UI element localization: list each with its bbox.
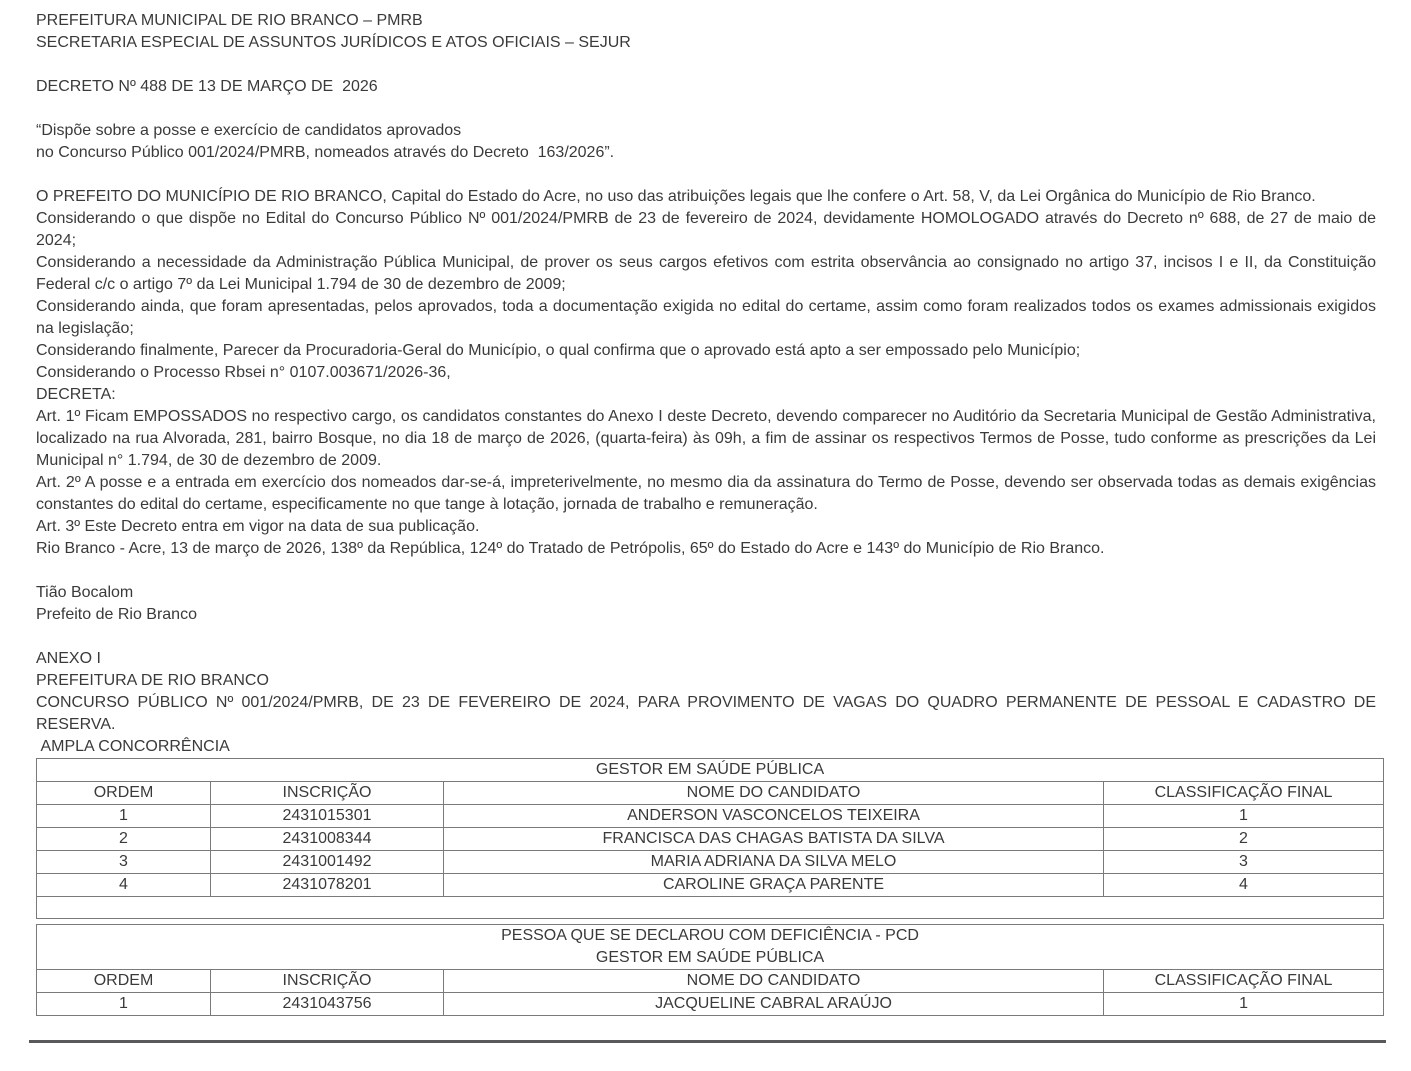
column-header-nome: NOME DO CANDIDATO (444, 782, 1104, 805)
column-header-inscricao: INSCRIÇÃO (211, 970, 444, 993)
column-header-inscricao: INSCRIÇÃO (211, 782, 444, 805)
results-table-ampla (36, 758, 1384, 919)
cell-ordem: 3 (37, 851, 211, 874)
annex-entity: PREFEITURA DE RIO BRANCO (36, 672, 269, 689)
cell-ordem: 2 (37, 828, 211, 851)
decree-paragraph-considerando-1: Considerando o que dispõe no Edital do Concurso Público Nº 001/2024/PMRB de 23 de fevereiro de 2024, devidamente HOMOLOGADO através do Decreto nº 688, de 27 de maio de 2024; (36, 210, 1376, 249)
cell-classificacao: 3 (1104, 851, 1384, 874)
column-header-ordem: ORDEM (37, 782, 211, 805)
separator-rule (29, 1040, 1386, 1043)
cell-classificacao: 1 (1104, 805, 1384, 828)
annex-contest-line: CONCURSO PÚBLICO Nº 001/2024/PMRB, DE 23 DE FEVEREIRO DE 2024, PARA PROVIMENTO DE VAGAS DO QUADRO PERMANENTE DE PESSOAL E CADASTRO DE RESERVA. (36, 694, 1376, 733)
cell-nome: FRANCISCA DAS CHAGAS BATISTA DA SILVA (444, 828, 1104, 851)
table-row (37, 828, 1384, 851)
decree-paragraph-decreta: DECRETA: (36, 386, 116, 403)
table-row (37, 993, 1384, 1016)
table-empty-row (37, 897, 1384, 919)
table-row (37, 851, 1384, 874)
results-table-pcd (36, 924, 1384, 1016)
decree-paragraph-art3: Art. 3º Este Decreto entra em vigor na data de sua publicação. (36, 518, 480, 535)
decree-paragraph-art1: Art. 1º Ficam EMPOSSADOS no respectivo cargo, os candidatos constantes do Anexo I deste Decreto, devendo comparecer no Auditório da Secretaria Municipal de Gestão Administrativa, localizado na rua Alvorada, 281, bairro Bosque, no dia 18 de março de 2026, (quarta-feira) às 09h, a fim de assinar os respectivos Termos de Posse, tudo conforme as prescrições da Lei Municipal n° 1.794, de 30 de dezembro de 2009. (36, 408, 1376, 469)
signature-role: Prefeito de Rio Branco (36, 606, 197, 623)
cell-ordem: 4 (37, 874, 211, 897)
epigraph-line-2: no Concurso Público 001/2024/PMRB, nomeados através do Decreto 163/2026”. (36, 144, 615, 161)
table-title-line-cargo: GESTOR EM SAÚDE PÚBLICA (595, 949, 825, 966)
decree-paragraph-considerando-4: Considerando finalmente, Parecer da Procuradoria-Geral do Município, o qual confirma que o aprovado está apto a ser empossado pelo Município; (36, 342, 1081, 359)
decree-paragraph-processo: Considerando o Processo Rbsei n° 0107.003671/2026-36, (36, 364, 451, 381)
cell-nome: MARIA ADRIANA DA SILVA MELO (444, 851, 1104, 874)
column-header-classificacao: CLASSIFICAÇÃO FINAL (1104, 970, 1384, 993)
column-header-ordem: ORDEM (37, 970, 211, 993)
annex-category-line: AMPLA CONCORRÊNCIA (36, 738, 230, 755)
decree-paragraph-dateline: Rio Branco - Acre, 13 de março de 2026, 138º da República, 124º do Tratado de Petrópolis, 65º do Estado do Acre e 143º do Município de Rio Branco. (36, 540, 1105, 557)
blank-line (36, 164, 1376, 186)
dept-name: SECRETARIA ESPECIAL DE ASSUNTOS JURÍDICOS E ATOS OFICIAIS – SEJUR (36, 34, 631, 51)
cell-nome: ANDERSON VASCONCELOS TEIXEIRA (444, 805, 1104, 828)
table-header-row (37, 782, 1384, 805)
table-title-cell (37, 925, 1384, 970)
table-title-cell: GESTOR EM SAÚDE PÚBLICA (37, 759, 1384, 782)
decree-paragraph-art2: Art. 2º A posse e a entrada em exercício dos nomeados dar-se-á, impreterivelmente, no mesmo dia da assinatura do Termo de Posse, devendo ser observada todas as demais exigências constantes do edital do certame, especificamente no que tange à lotação, jornada de trabalho e remuneração. (36, 474, 1376, 513)
blank-line (36, 560, 1376, 582)
cell-classificacao: 4 (1104, 874, 1384, 897)
signature-name: Tião Bocalom (36, 584, 134, 601)
cell-classificacao: 1 (1104, 993, 1384, 1016)
decree-paragraph-preamble: O PREFEITO DO MUNICÍPIO DE RIO BRANCO, Capital do Estado do Acre, no uso das atribuições legais que lhe confere o Art. 58, V, da Lei Orgânica do Município de Rio Branco. (36, 188, 1316, 205)
cell-nome: JACQUELINE CABRAL ARAÚJO (444, 993, 1104, 1016)
empty-row-cell (37, 897, 1384, 919)
decree-title: DECRETO Nº 488 DE 13 DE MARÇO DE 2026 (36, 78, 378, 95)
cell-nome: CAROLINE GRAÇA PARENTE (444, 874, 1104, 897)
epigraph-line-1: “Dispõe sobre a posse e exercício de candidatos aprovados (36, 122, 462, 139)
cell-inscricao: 2431015301 (211, 805, 444, 828)
cell-inscricao: 2431043756 (211, 993, 444, 1016)
cell-ordem: 1 (37, 805, 211, 828)
blank-line (36, 54, 1376, 76)
cell-classificacao: 2 (1104, 828, 1384, 851)
table-title-line-pcd: PESSOA QUE SE DECLAROU COM DEFICIÊNCIA - PCD (501, 927, 919, 944)
annex-title: ANEXO I (36, 650, 101, 667)
cell-inscricao: 2431001492 (211, 851, 444, 874)
column-header-nome: NOME DO CANDIDATO (444, 970, 1104, 993)
blank-line (36, 626, 1376, 648)
cell-ordem: 1 (37, 993, 211, 1016)
cell-inscricao: 2431078201 (211, 874, 444, 897)
table-title-row (37, 925, 1384, 970)
decree-paragraph-considerando-3: Considerando ainda, que foram apresentadas, pelos aprovados, toda a documentação exigida no edital do certame, assim como foram realizados todos os exames admissionais exigidos na legislação; (36, 298, 1376, 337)
org-name: PREFEITURA MUNICIPAL DE RIO BRANCO – PMRB (36, 12, 423, 29)
table-row (37, 805, 1384, 828)
decree-paragraph-considerando-2: Considerando a necessidade da Administração Pública Municipal, de prover os seus cargos efetivos com estrita observância ao consignado no artigo 37, incisos I e II, da Constituição Federal c/c o artigo 7º da Lei Municipal 1.794 de 30 de dezembro de 2009; (36, 254, 1376, 293)
table-title-row (37, 759, 1384, 782)
column-header-classificacao: CLASSIFICAÇÃO FINAL (1104, 782, 1384, 805)
table-header-row (37, 970, 1384, 993)
table-row (37, 874, 1384, 897)
cell-inscricao: 2431008344 (211, 828, 444, 851)
blank-line (36, 98, 1376, 120)
